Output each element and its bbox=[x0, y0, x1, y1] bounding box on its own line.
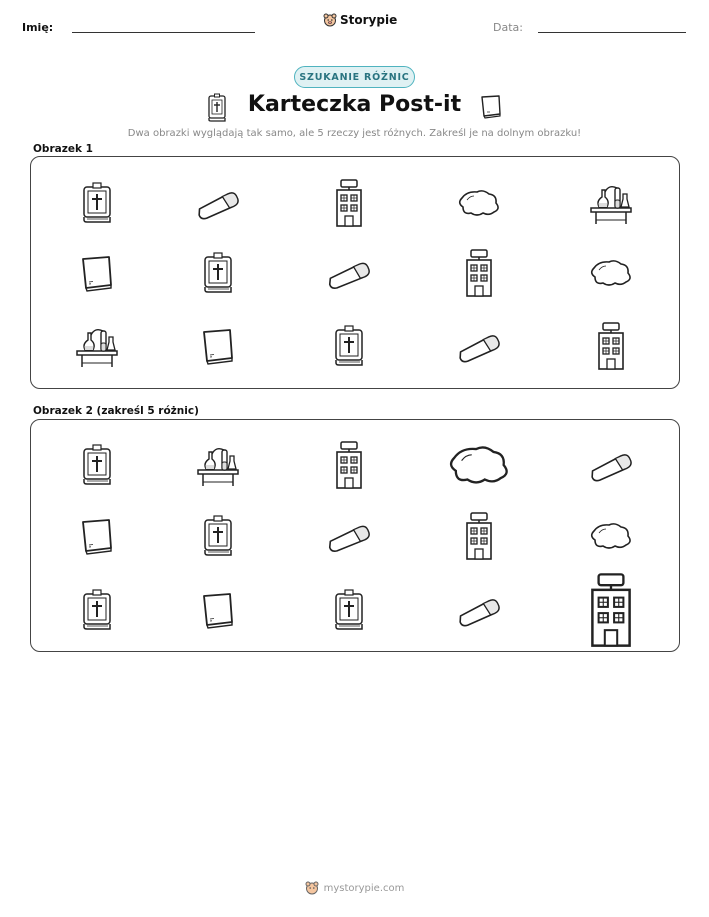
storypie-mascot-icon bbox=[323, 13, 337, 27]
name-input-line[interactable] bbox=[72, 32, 255, 33]
sticky-note-icon bbox=[77, 251, 117, 295]
picture-1-item bbox=[66, 175, 128, 231]
sticky-note-icon bbox=[77, 514, 117, 558]
picture-2-item[interactable] bbox=[318, 582, 380, 638]
bible-icon bbox=[327, 324, 371, 368]
picture-1-item bbox=[448, 318, 510, 374]
footer bbox=[0, 881, 709, 895]
picture-2-item[interactable] bbox=[187, 437, 249, 493]
eraser-icon bbox=[452, 586, 506, 635]
lab-table-icon bbox=[587, 180, 635, 226]
sticky-note-icon bbox=[479, 94, 503, 120]
picture-1-item bbox=[448, 175, 510, 231]
blob-icon bbox=[441, 436, 516, 494]
date-label: Data: bbox=[493, 21, 523, 34]
date-input-line[interactable] bbox=[538, 32, 686, 33]
building-icon bbox=[459, 511, 499, 561]
picture-1-item bbox=[448, 245, 510, 301]
lab-table-icon bbox=[194, 442, 242, 488]
instructions: Dwa obrazki wyglądają tak samo, ale 5 rzeczy jest różnych. Zakreśl je na dolnym obrazku! bbox=[127, 128, 582, 139]
picture-2-item[interactable] bbox=[187, 508, 249, 564]
eraser-icon bbox=[323, 512, 376, 559]
building-icon bbox=[591, 321, 631, 371]
blob-icon bbox=[585, 516, 637, 556]
eraser-icon bbox=[584, 441, 638, 490]
panel-2-label: Obrazek 2 (zakreśl 5 różnic) bbox=[33, 405, 199, 417]
storypie-logo bbox=[323, 13, 397, 27]
picture-1-item bbox=[318, 175, 380, 231]
bible-icon bbox=[75, 443, 119, 487]
lab-table-icon bbox=[73, 323, 121, 369]
picture-2-item[interactable] bbox=[448, 582, 510, 638]
footer-url: mystorypie.com bbox=[323, 882, 405, 894]
picture-1-item bbox=[187, 175, 249, 231]
logo-text: Storypie bbox=[340, 13, 398, 27]
eraser-icon bbox=[452, 322, 506, 371]
bible-icon bbox=[75, 181, 119, 225]
picture-2-item[interactable] bbox=[580, 582, 642, 638]
picture-1-item bbox=[580, 175, 642, 231]
eraser-icon bbox=[191, 179, 245, 228]
building-icon bbox=[329, 440, 369, 490]
building-icon bbox=[580, 571, 642, 649]
picture-2-item[interactable] bbox=[580, 437, 642, 493]
picture-2-item[interactable] bbox=[187, 582, 249, 638]
sticky-note-icon bbox=[198, 588, 238, 632]
blob-icon bbox=[453, 183, 505, 223]
eraser-icon bbox=[323, 249, 376, 296]
picture-1-item bbox=[318, 245, 380, 301]
picture-2-item[interactable] bbox=[448, 508, 510, 564]
worksheet-type-badge: SZUKANIE RÓŻNIC bbox=[294, 66, 415, 88]
picture-2-item[interactable] bbox=[66, 508, 128, 564]
building-icon bbox=[329, 178, 369, 228]
bible-icon bbox=[327, 588, 371, 632]
picture-2-item[interactable] bbox=[318, 437, 380, 493]
bible-icon bbox=[75, 588, 119, 632]
bible-icon bbox=[196, 251, 240, 295]
picture-1-item bbox=[580, 245, 642, 301]
picture-1-item bbox=[66, 245, 128, 301]
picture-2-item[interactable] bbox=[580, 508, 642, 564]
picture-2-item[interactable] bbox=[66, 437, 128, 493]
bible-icon bbox=[196, 514, 240, 558]
picture-1-item bbox=[187, 245, 249, 301]
page-title: Karteczka Post-it bbox=[247, 92, 462, 117]
picture-2-item[interactable] bbox=[448, 437, 510, 493]
building-icon bbox=[459, 248, 499, 298]
blob-icon bbox=[585, 253, 637, 293]
sticky-note-icon bbox=[198, 324, 238, 368]
storypie-mascot-icon bbox=[305, 881, 319, 895]
picture-2-item[interactable] bbox=[66, 582, 128, 638]
name-label: Imię: bbox=[22, 21, 54, 34]
picture-1-item bbox=[66, 318, 128, 374]
picture-2-item[interactable] bbox=[318, 508, 380, 564]
picture-1-item bbox=[580, 318, 642, 374]
picture-1-item bbox=[187, 318, 249, 374]
picture-1-item bbox=[318, 318, 380, 374]
panel-1-label: Obrazek 1 bbox=[33, 143, 93, 155]
